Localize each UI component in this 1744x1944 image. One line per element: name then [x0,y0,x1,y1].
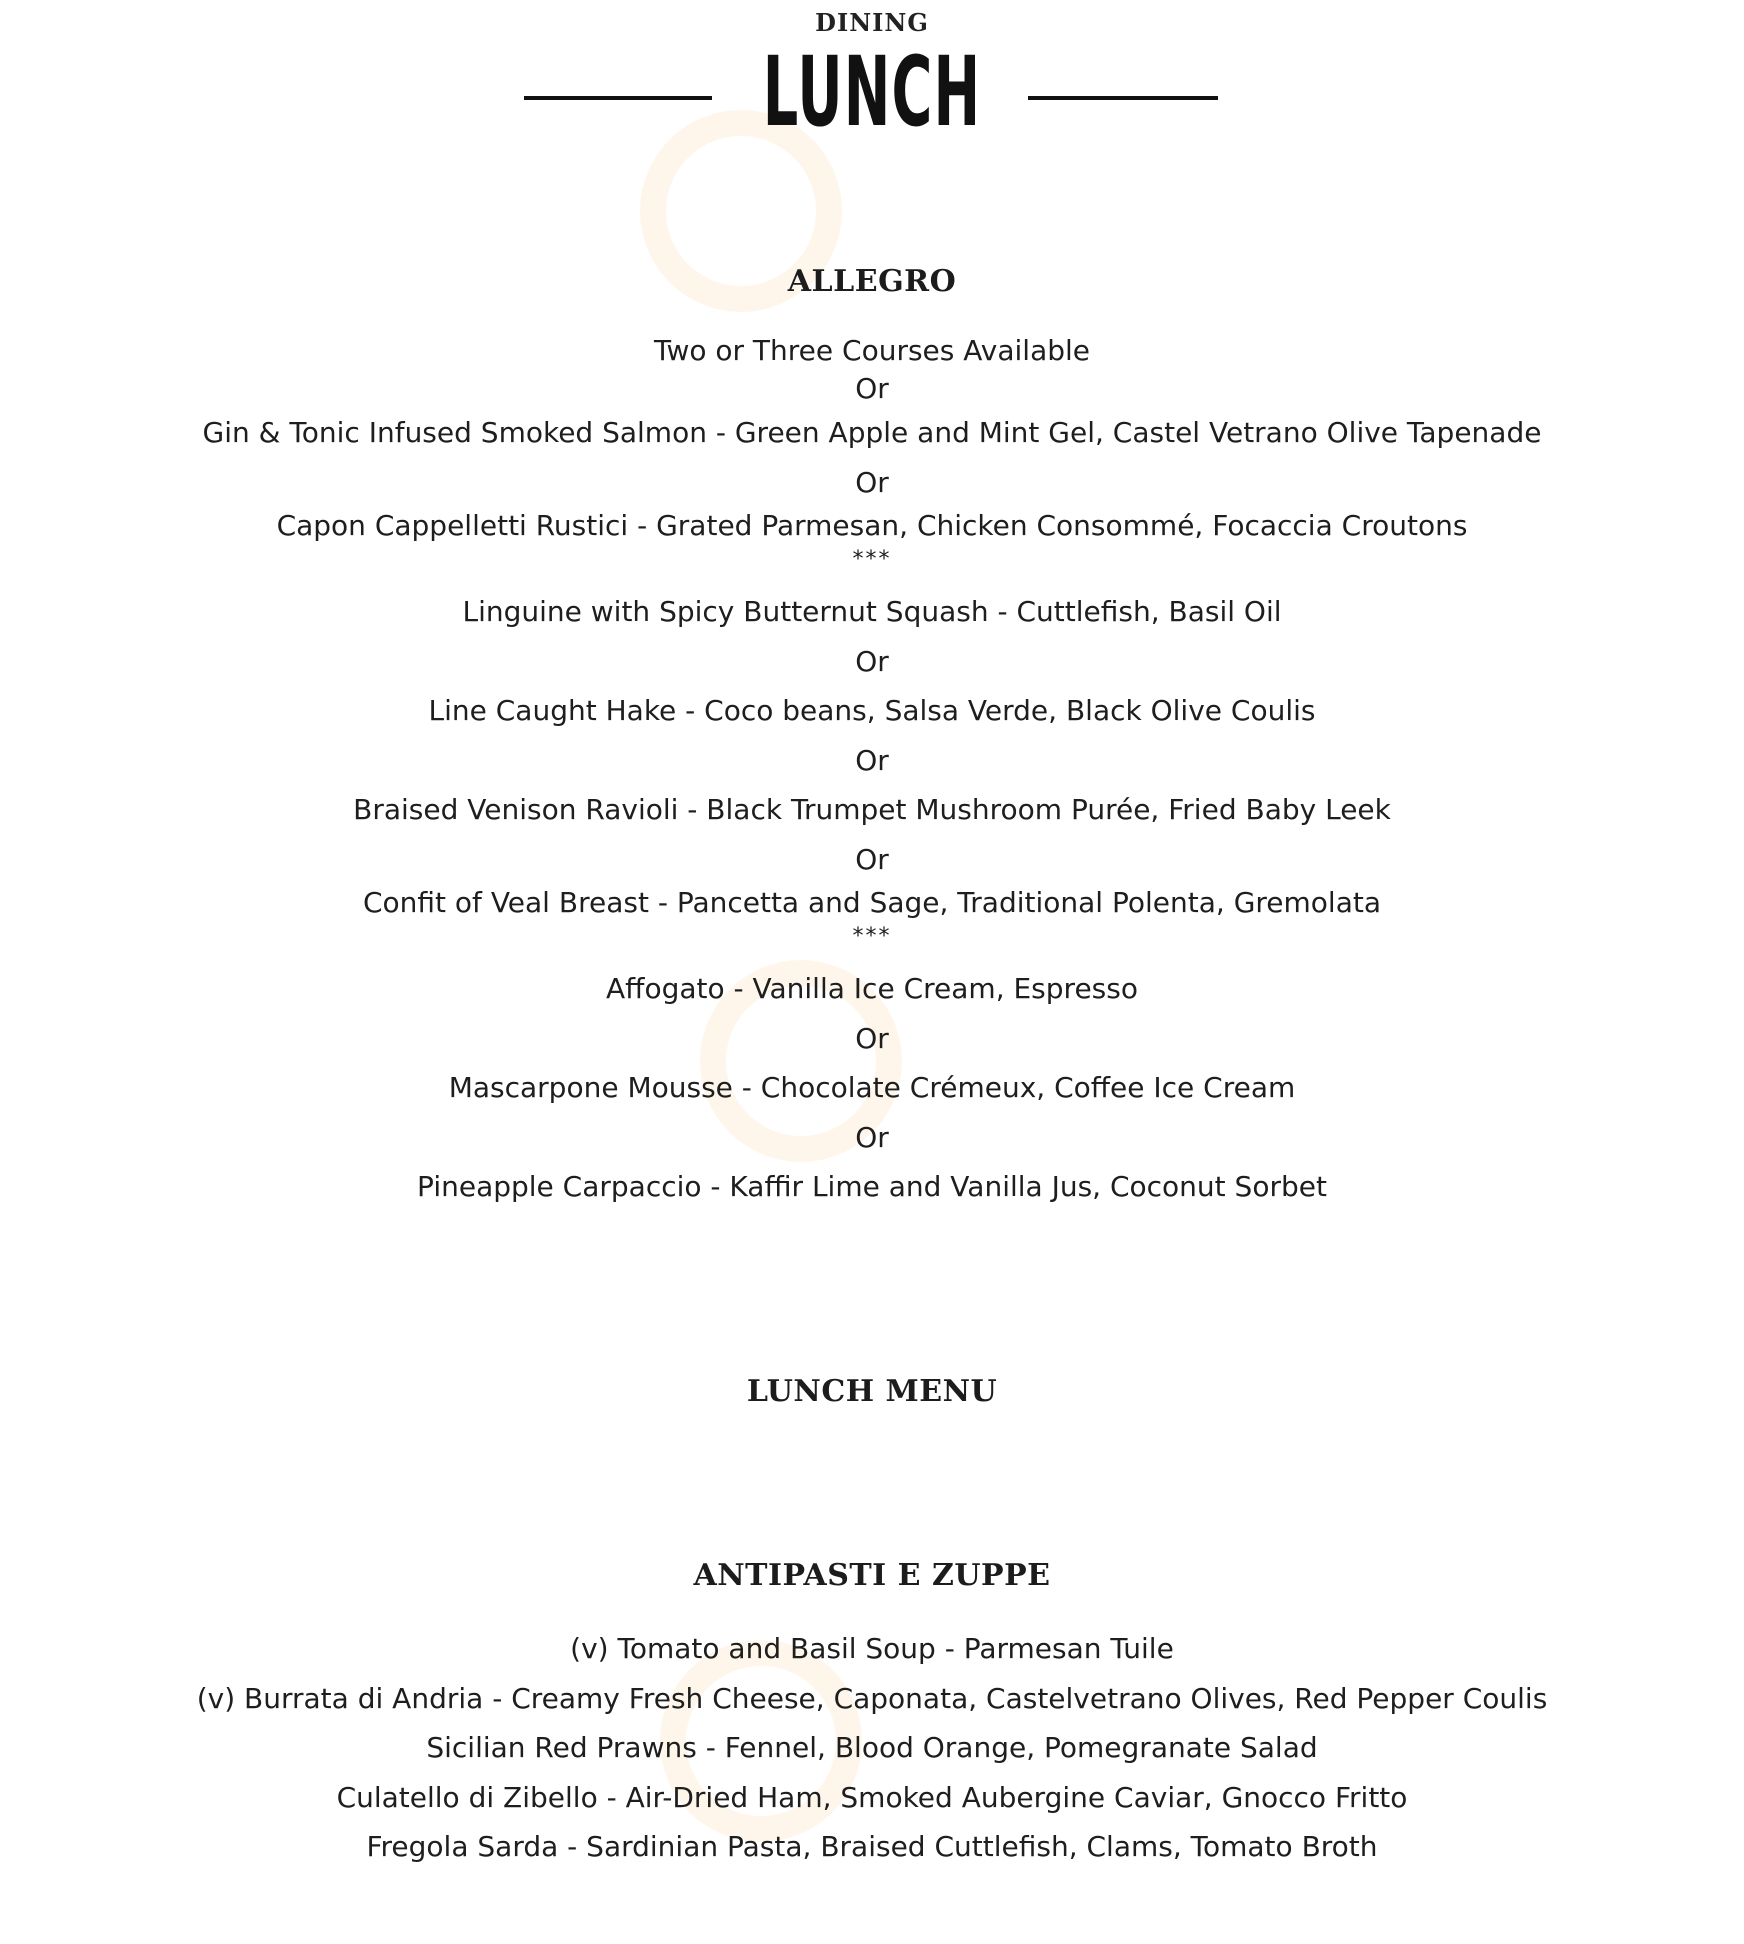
menu-line: Affogato - Vanilla Ice Cream, Espresso [606,972,1138,1005]
menu-line: Culatello di Zibello - Air-Dried Ham, Smoked Aubergine Caviar, Gnocco Fritto [336,1780,1408,1814]
allegro-menu-list [0,332,1744,1212]
section-heading: ALLEGRO [787,264,957,299]
section-heading: LUNCH MENU [746,1374,998,1409]
antipasti-menu-list [0,1624,1744,1872]
page-title: LUNCH [762,36,982,148]
menu-header [0,8,1744,152]
menu-line-or: Or [855,1120,889,1154]
menu-line-or: Or [855,372,889,405]
allegro-section-heading [0,262,1744,302]
menu-line-or: Or [855,1021,889,1055]
menu-line: Linguine with Spicy Butternut Squash - Cuttlefish, Basil Oil [462,595,1282,628]
course-separator: *** [852,547,892,572]
title-rule-right [1028,96,1218,100]
menu-line-or: Or [855,465,889,499]
title-row [0,36,1744,152]
menu-line: (v) Burrata di Andria - Creamy Fresh Cheese, Caponata, Castelvetrano Olives, Red Pepper Coulis [196,1681,1548,1715]
menu-line: Line Caught Hake - Coco beans, Salsa Verde, Black Olive Coulis [428,694,1316,727]
menu-line: Fregola Sarda - Sardinian Pasta, Braised Cuttlefish, Clams, Tomato Broth [366,1830,1378,1863]
menu-line: Confit of Veal Breast - Pancetta and Sage, Traditional Polenta, Gremolata [362,886,1381,919]
menu-line: Capon Cappelletti Rustici - Grated Parmesan, Chicken Consommé, Focaccia Croutons [276,509,1468,542]
menu-line: Sicilian Red Prawns - Fennel, Blood Orange, Pomegranate Salad [426,1731,1318,1764]
menu-line: Braised Venison Ravioli - Black Trumpet Mushroom Purée, Fried Baby Leek [353,793,1391,826]
section-heading: ANTIPASTI E ZUPPE [693,1558,1051,1593]
menu-line: Pineapple Carpaccio - Kaffir Lime and Vanilla Jus, Coconut Sorbet [417,1170,1327,1203]
dining-label: DINING [815,8,929,37]
menu-line: Mascarpone Mousse - Chocolate Crémeux, Coffee Ice Cream [448,1071,1296,1104]
antipasti-section-heading [0,1556,1744,1596]
menu-line: Two or Three Courses Available [653,334,1091,367]
menu-line-or: Or [855,842,889,876]
course-separator: *** [852,924,892,949]
menu-line-or: Or [855,644,889,678]
menu-line-or: Or [855,743,889,777]
menu-line: (v) Tomato and Basil Soup - Parmesan Tuile [570,1632,1174,1665]
menu-line: Gin & Tonic Infused Smoked Salmon - Green Apple and Mint Gel, Castel Vetrano Olive Tapenade [202,416,1542,449]
lunch-menu-heading [0,1372,1744,1412]
